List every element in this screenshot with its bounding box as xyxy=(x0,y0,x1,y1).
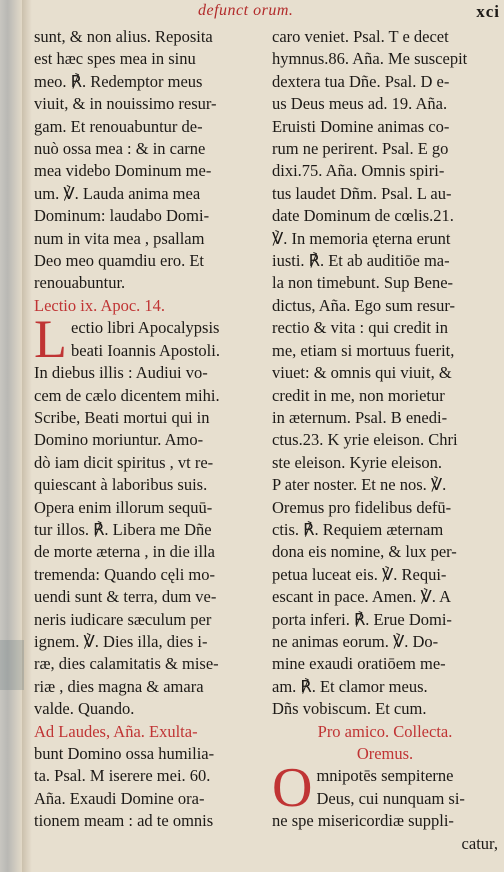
text-line: hymnus.86. Aña. Me suscepit xyxy=(272,49,468,69)
text-line: catur, xyxy=(461,833,498,853)
text-line: P ater noster. Et ne nos. ℣. xyxy=(272,475,447,495)
text-line: valde. Quando. xyxy=(34,699,135,719)
text-line: dextera tua Dñe. Psal. D e- xyxy=(272,71,450,91)
oratio-initial-block xyxy=(272,757,498,820)
text-line: ectio libri Apocalypsis xyxy=(71,318,220,338)
text-line: ctis. ℟. Requiem æternam xyxy=(272,519,444,539)
text-line: ℣. In memoria ęterna erunt xyxy=(272,228,451,248)
text-line: viuit, & in nouissimo resur- xyxy=(34,94,217,114)
paper-stain xyxy=(0,640,24,690)
text-line: tremenda: Quando cęli mo- xyxy=(34,564,215,584)
text-line: dona eis nomine, & lux per- xyxy=(272,542,457,562)
text-line: mea videbo Dominum me- xyxy=(34,161,212,181)
text-line: Aña. Exaudi Domine ora- xyxy=(34,788,205,808)
text-line: porta inferi. ℟. Erue Domi- xyxy=(272,609,452,629)
text-line: nuò ossa mea : & in carne xyxy=(34,139,206,159)
text-line: in æternum. Psal. B enedi- xyxy=(272,407,448,427)
text-line: ræ, dies calamitatis & mise- xyxy=(34,654,219,674)
text-line: Scribe, Beati mortui qui in xyxy=(34,407,210,427)
initial-O: O xyxy=(272,757,313,820)
text-line: Dñs vobiscum. Et cum. xyxy=(272,699,427,719)
text-line: us Deus meus ad. 19. Aña. xyxy=(272,94,448,114)
text-line: cem de cælo dicentem mihi. xyxy=(34,385,220,405)
text-line: renouabuntur. xyxy=(34,273,126,293)
text-line: ne animas eorum. ℣. Do- xyxy=(272,631,439,651)
text-line: date Dominum de cœlis.21. xyxy=(272,206,454,226)
laudes-rubric: Ad Laudes, Aña. Exulta- xyxy=(34,721,198,741)
text-line: riæ , dies magna & amara xyxy=(34,676,204,696)
text-line: Domino moriuntur. Amo- xyxy=(34,430,204,450)
text-line: quiescant à laboribus suis. xyxy=(34,475,208,495)
text-line: gam. Et renouabuntur de- xyxy=(34,116,203,136)
initial-L: L xyxy=(34,309,67,370)
text-line: est hæc spes mea in sinu xyxy=(34,49,196,69)
lectio-heading: Lectio ix. Apoc. 14. xyxy=(34,295,166,315)
text-line: tur illos. ℟. Libera me Dñe xyxy=(34,519,212,539)
text-line: rum ne perirent. Psal. E go xyxy=(272,139,449,159)
text-line: num in vita mea , psallam xyxy=(34,228,205,248)
text-line: viuet: & omnis qui viuit, & xyxy=(272,363,452,383)
text-line: Eruisti Domine animas co- xyxy=(272,116,450,136)
collecta-heading: Pro amico. Collecta. xyxy=(317,721,453,741)
text-line: um. ℣. Lauda anima mea xyxy=(34,183,201,203)
book-page xyxy=(28,0,504,872)
text-line: credit in me, non morietur xyxy=(272,385,445,405)
text-line: neris iudicare sæculum per xyxy=(34,609,212,629)
text-line: ne spe misericordiæ suppli- xyxy=(272,811,454,831)
text-line: ignem. ℣. Dies illa, dies i- xyxy=(34,631,208,651)
lectio-initial-block xyxy=(34,309,262,370)
running-title: defunct orum. xyxy=(198,2,294,19)
text-line: caro veniet. Psal. T e decet xyxy=(272,27,449,46)
text-line: uendi sunt & terra, dum ve- xyxy=(34,587,217,607)
text-line: beati Ioannis Apostoli. xyxy=(71,340,220,360)
text-line: dixi.75. Aña. Omnis spiri- xyxy=(272,161,445,181)
right-column xyxy=(272,26,498,855)
text-line: ctus.23. K yrie eleison. Chri xyxy=(272,430,458,450)
text-line: Oremus pro fidelibus defū- xyxy=(272,497,452,517)
text-line: sunt, & non alius. Reposita xyxy=(34,27,213,46)
text-line: me, etiam si mortuus fuerit, xyxy=(272,340,455,360)
text-line: Opera enim illorum sequū- xyxy=(34,497,213,517)
text-line: Deo meo quamdiu ero. Et xyxy=(34,251,204,271)
text-line: tionem meam : ad te omnis xyxy=(34,811,214,831)
text-line: meo. ℟. Redemptor meus xyxy=(34,71,203,91)
text-line: tus laudet Dñm. Psal. L au- xyxy=(272,183,452,203)
text-line: ta. Psal. M iserere mei. 60. xyxy=(34,766,211,786)
text-line: dictus, Aña. Ego sum resur- xyxy=(272,295,455,315)
text-line: escant in pace. Amen. ℣. A xyxy=(272,587,451,607)
text-line: la non timebunt. Sup Bene- xyxy=(272,273,454,293)
text-line: iusti. ℟. Et ab auditiōe ma- xyxy=(272,251,450,271)
text-line: bunt Domino ossa humilia- xyxy=(34,744,215,763)
text-line: am. ℟. Et clamor meus. xyxy=(272,676,428,696)
text-line: petua luceat eis. ℣. Requi- xyxy=(272,564,447,584)
text-line: mine exaudi oratiōem me- xyxy=(272,654,446,674)
text-line: dò iam dicit spiritus , vt re- xyxy=(34,452,214,472)
text-line: Dominum: laudabo Domi- xyxy=(34,206,210,226)
text-line: ste eleison. Kyrie eleison. xyxy=(272,452,442,472)
oremus-heading: Oremus. xyxy=(356,744,414,763)
text-line: de morte æterna , in die illa xyxy=(34,542,215,562)
running-header xyxy=(28,2,504,24)
text-line: In diebus illis : Audiui vo- xyxy=(34,363,208,383)
left-column xyxy=(34,26,262,833)
folio-number: xci xyxy=(476,2,500,21)
text-line: Deus, cui nunquam si- xyxy=(316,788,465,808)
text-line: mnipotēs sempiterne xyxy=(316,766,454,786)
binding-gutter xyxy=(0,0,22,872)
text-line: rectio & vita : qui credit in xyxy=(272,318,448,338)
